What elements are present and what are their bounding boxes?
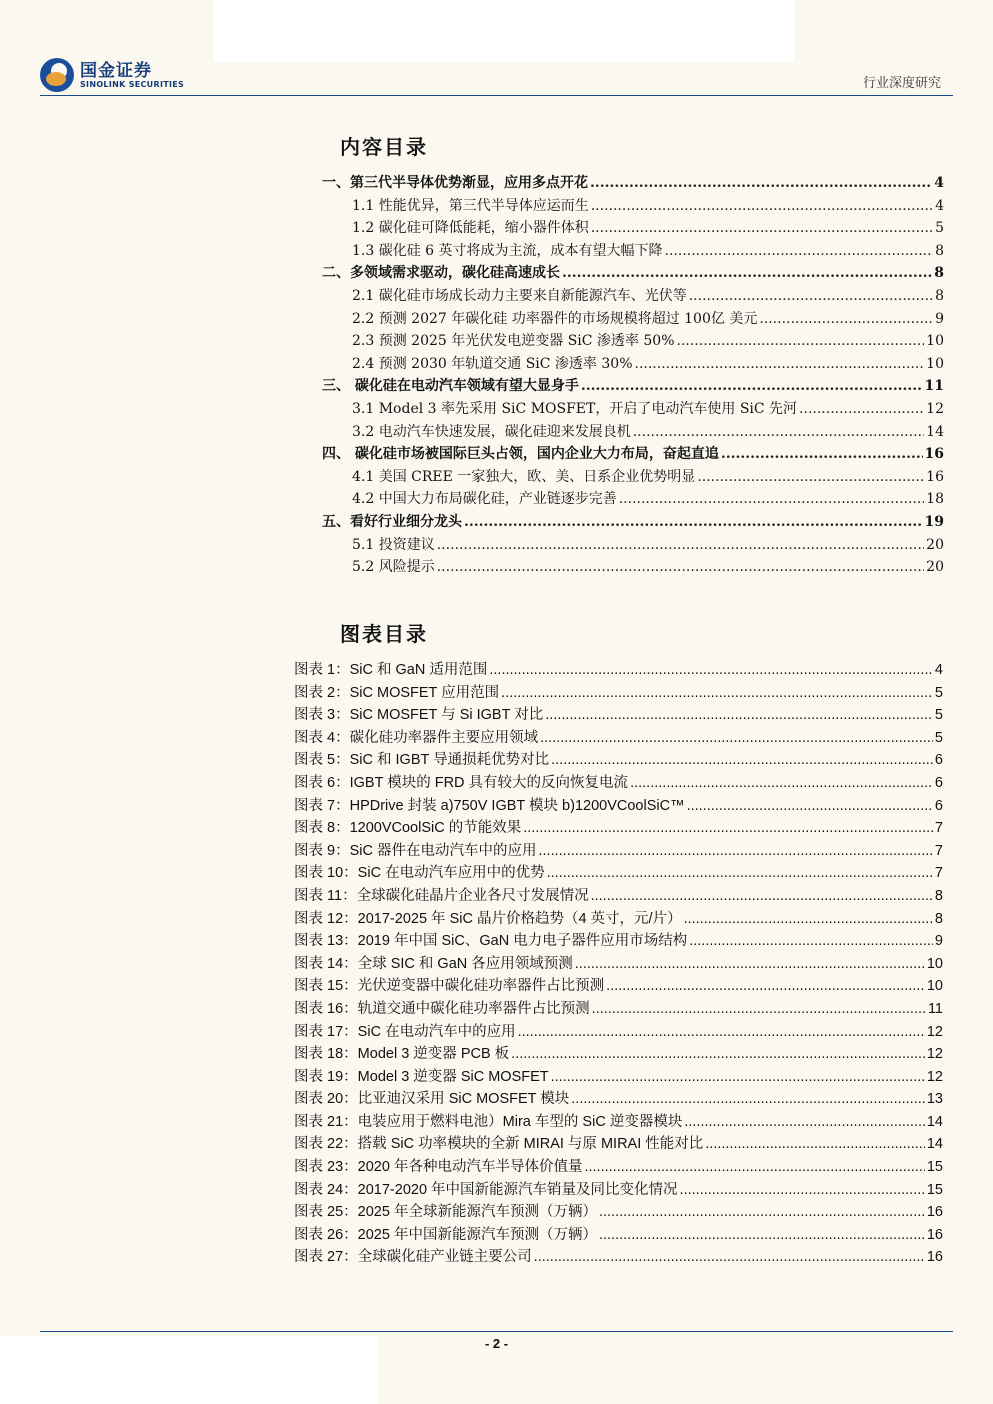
toc-entry-text: 2.3 预测 2025 年光伏发电逆变器 SiC 渗透率 50% bbox=[352, 333, 675, 350]
figure-entry-link[interactable] bbox=[294, 703, 943, 726]
dot-leader bbox=[599, 1227, 925, 1243]
dot-leader bbox=[721, 446, 923, 462]
report-type: 行业深度研究 bbox=[862, 76, 941, 91]
figure-caption: 全球 SIC 和 GaN 各应用领域预测 bbox=[357, 955, 573, 972]
dot-leader bbox=[680, 1182, 925, 1198]
dot-leader bbox=[511, 1046, 925, 1062]
dot-leader bbox=[689, 288, 933, 304]
figure-entry-link[interactable] bbox=[294, 1132, 943, 1155]
figure-label: 图表 4： bbox=[294, 729, 350, 746]
toc-chapter-link[interactable] bbox=[322, 262, 944, 285]
logo-cn-text: 国金证券 bbox=[80, 60, 152, 81]
figure-caption: 2017-2020 年中国新能源汽车销量及同比变化情况 bbox=[357, 1181, 678, 1198]
toc-page-number: 18 bbox=[926, 491, 944, 508]
figure-entry-link[interactable] bbox=[294, 658, 943, 681]
dot-leader bbox=[551, 1069, 925, 1085]
figure-entry-link[interactable] bbox=[294, 816, 943, 839]
dot-leader bbox=[591, 888, 933, 904]
figure-label: 图表 17： bbox=[294, 1023, 358, 1040]
figure-label: 图表 22： bbox=[294, 1136, 358, 1153]
figure-page-number: 12 bbox=[926, 1068, 943, 1085]
toc-section-link[interactable] bbox=[322, 398, 944, 421]
figure-page-number: 12 bbox=[926, 1046, 943, 1063]
toc-section-link[interactable] bbox=[322, 308, 944, 331]
figure-caption: 2025 年全球新能源汽车预测（万辆） bbox=[357, 1204, 597, 1221]
figure-caption: 全球碳化硅产业链主要公司 bbox=[357, 1249, 532, 1266]
figure-caption: SiC 在电动汽车应用中的优势 bbox=[357, 865, 545, 882]
toc-page-number: 10 bbox=[926, 333, 944, 350]
figure-caption: SiC 器件在电动汽车中的应用 bbox=[349, 842, 537, 859]
figure-page-number: 9 bbox=[934, 933, 943, 950]
dot-leader bbox=[489, 662, 933, 678]
figure-entry-link[interactable] bbox=[294, 1110, 943, 1133]
fig-title: 图表目录 bbox=[340, 622, 428, 646]
figure-entry-link[interactable] bbox=[294, 794, 943, 817]
toc-page-number: 8 bbox=[934, 265, 944, 282]
figure-label: 图表 20： bbox=[294, 1091, 358, 1108]
figure-entry-link[interactable] bbox=[294, 681, 943, 704]
toc-list bbox=[322, 172, 944, 579]
toc-entry-text: 2.4 预测 2030 年轨道交通 SiC 渗透率 30% bbox=[352, 355, 633, 372]
toc-section-link[interactable] bbox=[322, 240, 944, 263]
dot-leader bbox=[705, 1136, 925, 1152]
figure-entry-link[interactable] bbox=[294, 997, 943, 1020]
figure-caption: 1200VCoolSiC 的节能效果 bbox=[349, 820, 522, 837]
dot-leader bbox=[759, 311, 933, 327]
figure-entry-link[interactable] bbox=[294, 1155, 943, 1178]
toc-entry-text: 4.1 美国 CREE 一家独大，欧、美、日系企业优势明显 bbox=[352, 468, 696, 485]
figure-caption: 2025 年中国新能源汽车预测（万辆） bbox=[357, 1226, 597, 1243]
figure-caption: 比亚迪汉采用 SiC MOSFET 模块 bbox=[357, 1091, 570, 1108]
logo-en-text: SINOLINK SECURITIES bbox=[80, 79, 185, 89]
figure-page-number: 6 bbox=[934, 797, 943, 814]
figure-label: 图表 2： bbox=[294, 684, 350, 701]
figure-entry-link[interactable] bbox=[294, 748, 943, 771]
figure-label: 图表 6： bbox=[294, 774, 350, 791]
toc-page-number: 20 bbox=[926, 559, 944, 576]
figure-caption: 光伏逆变器中碳化硅功率器件占比预测 bbox=[357, 978, 605, 995]
dot-leader bbox=[518, 1024, 925, 1040]
dot-leader bbox=[591, 198, 933, 214]
dot-leader bbox=[540, 730, 933, 746]
dot-leader bbox=[534, 1249, 925, 1265]
figure-label: 图表 16： bbox=[294, 1000, 358, 1017]
dot-leader bbox=[581, 378, 923, 394]
figure-page-number: 16 bbox=[926, 1249, 943, 1266]
figure-page-number: 7 bbox=[934, 865, 943, 882]
figure-label: 图表 21： bbox=[294, 1113, 358, 1130]
dot-leader bbox=[584, 1159, 924, 1175]
figure-label: 图表 3： bbox=[294, 707, 350, 724]
figure-caption: SiC 和 IGBT 导通损耗优势对比 bbox=[349, 752, 550, 769]
toc-page-number: 19 bbox=[924, 513, 944, 530]
figure-caption: HPDrive 封装 a)750V IGBT 模块 b)1200VCoolSiC™ bbox=[349, 797, 685, 814]
figure-caption: 轨道交通中碳化硅功率器件占比预测 bbox=[357, 1000, 590, 1017]
dot-leader bbox=[545, 707, 933, 723]
dot-leader bbox=[575, 956, 925, 972]
figure-caption: 2020 年各种电动汽车半导体价值量 bbox=[357, 1159, 583, 1176]
toc-chapter-link[interactable] bbox=[322, 375, 944, 398]
dot-leader bbox=[799, 401, 924, 417]
figure-label: 图表 1： bbox=[294, 662, 350, 678]
toc-section-link[interactable] bbox=[322, 556, 944, 579]
figure-entry-link[interactable] bbox=[294, 861, 943, 884]
toc-section-link[interactable] bbox=[322, 353, 944, 376]
figure-page-number: 10 bbox=[926, 978, 943, 995]
toc-section-link[interactable] bbox=[322, 285, 944, 308]
figure-caption: SiC 和 GaN 适用范围 bbox=[349, 662, 488, 678]
figure-page-number: 12 bbox=[926, 1023, 943, 1040]
page-number: - 2 - bbox=[484, 1336, 509, 1351]
figure-page-number: 8 bbox=[934, 887, 943, 904]
figure-entry-link[interactable] bbox=[294, 1200, 943, 1223]
figure-entry-link[interactable] bbox=[294, 952, 943, 975]
figure-label: 图表 14： bbox=[294, 955, 358, 972]
figure-entry-link[interactable] bbox=[294, 726, 943, 749]
figure-entry-link[interactable] bbox=[294, 839, 943, 862]
dot-leader bbox=[590, 175, 932, 191]
figure-entry-link[interactable] bbox=[294, 1245, 943, 1268]
toc-page-number: 8 bbox=[935, 242, 944, 259]
figure-label: 图表 8： bbox=[294, 820, 350, 837]
toc-page-number: 8 bbox=[935, 287, 944, 304]
toc-title: 内容目录 bbox=[340, 135, 428, 159]
toc-entry-text: 二、多领域需求驱动，碳化硅高速成长 bbox=[322, 265, 560, 282]
figure-page-number: 5 bbox=[934, 729, 943, 746]
toc-entry-text: 3.2 电动汽车快速发展，碳化硅迎来发展良机 bbox=[352, 423, 631, 440]
dot-leader bbox=[619, 491, 924, 507]
figure-label: 图表 19： bbox=[294, 1068, 358, 1085]
toc-page-number: 9 bbox=[935, 310, 944, 327]
figure-entry-link[interactable] bbox=[294, 1223, 943, 1246]
toc-entry-text: 五、看好行业细分龙头 bbox=[322, 513, 462, 530]
figure-page-number: 16 bbox=[926, 1204, 943, 1221]
dot-leader bbox=[551, 752, 933, 768]
figure-label: 图表 15： bbox=[294, 978, 358, 995]
figure-page-number: 5 bbox=[934, 707, 943, 724]
toc-page-number: 4 bbox=[935, 197, 944, 214]
figure-entry-link[interactable] bbox=[294, 1020, 943, 1043]
toc-entry-text: 一、第三代半导体优势渐显，应用多点开花 bbox=[322, 175, 588, 191]
toc-entry-text: 2.1 碳化硅市场成长动力主要来自新能源汽车、光伏等 bbox=[352, 287, 687, 304]
toc-page-number: 10 bbox=[926, 355, 944, 372]
toc-section-link[interactable] bbox=[322, 195, 944, 218]
figure-page-number: 5 bbox=[934, 684, 943, 701]
figure-label: 图表 9： bbox=[294, 842, 350, 859]
figure-label: 图表 7： bbox=[294, 797, 350, 814]
dot-leader bbox=[697, 469, 924, 485]
toc-entry-text: 1.1 性能优异，第三代半导体应运而生 bbox=[352, 197, 589, 214]
figure-page-number: 14 bbox=[926, 1136, 943, 1153]
figure-page-number: 15 bbox=[926, 1159, 943, 1176]
toc-section-link[interactable] bbox=[322, 330, 944, 353]
toc-chapter-link[interactable] bbox=[322, 172, 944, 195]
figure-page-number: 7 bbox=[934, 820, 943, 837]
toc-page-number: 12 bbox=[926, 400, 944, 417]
figure-page-number: 6 bbox=[934, 774, 943, 791]
toc-entry-text: 3.1 Model 3 率先采用 SiC MOSFET，开启了电动汽车使用 SiC 先河 bbox=[352, 400, 798, 417]
figure-page-number: 10 bbox=[926, 955, 943, 972]
toc-entry-text: 1.3 碳化硅 6 英寸将成为主流，成本有望大幅下降 bbox=[352, 242, 663, 259]
figure-entry-link[interactable] bbox=[294, 907, 943, 930]
figure-caption: SiC 在电动汽车中的应用 bbox=[357, 1023, 516, 1040]
figure-caption: 2017-2025 年 SiC 晶片价格趋势（4 英寸，元/片） bbox=[357, 910, 682, 927]
figure-page-number: 15 bbox=[926, 1181, 943, 1198]
figure-label: 图表 23： bbox=[294, 1159, 358, 1176]
toc-section-link[interactable] bbox=[322, 421, 944, 444]
toc-entry-text: 四、 碳化硅市场被国际巨头占领，国内企业大力布局，奋起直追 bbox=[322, 446, 719, 463]
figure-label: 图表 5： bbox=[294, 752, 350, 769]
toc-page-number: 20 bbox=[926, 536, 944, 553]
figure-entry-link[interactable] bbox=[294, 1178, 943, 1201]
figure-label: 图表 13： bbox=[294, 933, 358, 950]
dot-leader bbox=[687, 798, 933, 814]
toc-entry-text: 5.1 投资建议 bbox=[352, 536, 435, 553]
figure-caption: SiC MOSFET 应用范围 bbox=[349, 684, 500, 701]
header-divider bbox=[40, 95, 953, 96]
dot-leader bbox=[523, 820, 933, 836]
figure-entry-link[interactable] bbox=[294, 1065, 943, 1088]
dot-leader bbox=[539, 843, 933, 859]
toc-page-number: 11 bbox=[924, 378, 944, 395]
figure-label: 图表 12： bbox=[294, 910, 358, 927]
dot-leader bbox=[633, 424, 924, 440]
figure-page-number: 13 bbox=[926, 1091, 943, 1108]
top-blank-band bbox=[213, 0, 795, 62]
figure-label: 图表 10： bbox=[294, 865, 358, 882]
toc-page-number: 16 bbox=[924, 446, 944, 463]
dot-leader bbox=[562, 265, 932, 281]
figure-label: 图表 25： bbox=[294, 1204, 358, 1221]
figure-page-number: 16 bbox=[926, 1226, 943, 1243]
figure-caption: IGBT 模块的 FRD 具有较大的反向恢复电流 bbox=[349, 774, 629, 791]
toc-entry-text: 1.2 碳化硅可降低能耗，缩小器件体积 bbox=[352, 220, 589, 237]
dot-leader bbox=[606, 978, 925, 994]
company-logo bbox=[40, 58, 184, 92]
logo-mark-icon bbox=[40, 58, 74, 92]
figure-caption: SiC MOSFET 与 Si IGBT 对比 bbox=[349, 707, 544, 724]
figure-caption: Model 3 逆变器 SiC MOSFET bbox=[357, 1068, 549, 1085]
figure-label: 图表 26： bbox=[294, 1226, 358, 1243]
figure-page-number: 8 bbox=[934, 910, 943, 927]
dot-leader bbox=[635, 356, 925, 372]
figure-label: 图表 24： bbox=[294, 1181, 358, 1198]
dot-leader bbox=[630, 775, 933, 791]
toc-page-number: 4 bbox=[934, 175, 944, 191]
toc-section-link[interactable] bbox=[322, 534, 944, 557]
dot-leader bbox=[571, 1091, 925, 1107]
figure-caption: Model 3 逆变器 PCB 板 bbox=[357, 1046, 510, 1063]
figure-caption: 2019 年中国 SiC、GaN 电力电子器件应用市场结构 bbox=[357, 933, 688, 950]
figure-caption: 碳化硅功率器件主要应用领域 bbox=[349, 729, 539, 746]
figure-page-number: 4 bbox=[934, 662, 943, 678]
toc-page-number: 14 bbox=[926, 423, 944, 440]
dot-leader bbox=[665, 243, 934, 259]
dot-leader bbox=[437, 537, 924, 553]
toc-entry-text: 三、 碳化硅在电动汽车领域有望大显身手 bbox=[322, 378, 579, 395]
figure-entry-link[interactable] bbox=[294, 929, 943, 952]
dot-leader bbox=[547, 865, 933, 881]
figure-entry-link[interactable] bbox=[294, 884, 943, 907]
toc-chapter-link[interactable] bbox=[322, 443, 944, 466]
dot-leader bbox=[464, 514, 923, 530]
figure-entry-link[interactable] bbox=[294, 771, 943, 794]
figure-label: 图表 18： bbox=[294, 1046, 358, 1063]
dot-leader bbox=[591, 220, 933, 236]
dot-leader bbox=[437, 559, 924, 575]
figure-page-number: 11 bbox=[927, 1000, 943, 1017]
toc-entry-text: 2.2 预测 2027 年碳化硅 功率器件的市场规模将超过 100亿 美元 bbox=[352, 310, 758, 327]
toc-chapter-link[interactable] bbox=[322, 511, 944, 534]
dot-leader bbox=[592, 1001, 926, 1017]
figure-label: 图表 11： bbox=[294, 887, 357, 904]
figure-caption: 搭载 SiC 功率模块的全新 MIRAI 与原 MIRAI 性能对比 bbox=[357, 1136, 704, 1153]
dot-leader bbox=[689, 933, 933, 949]
figure-entry-link[interactable] bbox=[294, 974, 943, 997]
toc-entry-text: 4.2 中国大力布局碳化硅，产业链逐步完善 bbox=[352, 491, 617, 508]
figure-page-number: 6 bbox=[934, 752, 943, 769]
figure-caption: 电装应用于燃料电池）Mira 车型的 SiC 逆变器模块 bbox=[357, 1113, 683, 1130]
dot-leader bbox=[599, 1204, 925, 1220]
figure-page-number: 7 bbox=[934, 842, 943, 859]
figure-entry-link[interactable] bbox=[294, 1087, 943, 1110]
dot-leader bbox=[684, 911, 933, 927]
figure-caption: 全球碳化硅晶片企业各尺寸发展情况 bbox=[356, 887, 589, 904]
figure-entry-link[interactable] bbox=[294, 1042, 943, 1065]
dot-leader bbox=[684, 1114, 925, 1130]
toc-page-number: 5 bbox=[935, 220, 944, 237]
toc-page-number: 16 bbox=[926, 468, 944, 485]
dot-leader bbox=[677, 333, 925, 349]
toc-entry-text: 5.2 风险提示 bbox=[352, 559, 435, 576]
toc-section-link[interactable] bbox=[322, 466, 944, 489]
figure-label: 图表 27： bbox=[294, 1249, 358, 1266]
figure-page-number: 14 bbox=[926, 1113, 943, 1130]
toc-section-link[interactable] bbox=[322, 217, 944, 240]
footer-divider bbox=[40, 1331, 953, 1332]
toc-section-link[interactable] bbox=[322, 488, 944, 511]
figure-list bbox=[294, 658, 943, 1268]
dot-leader bbox=[501, 685, 933, 701]
